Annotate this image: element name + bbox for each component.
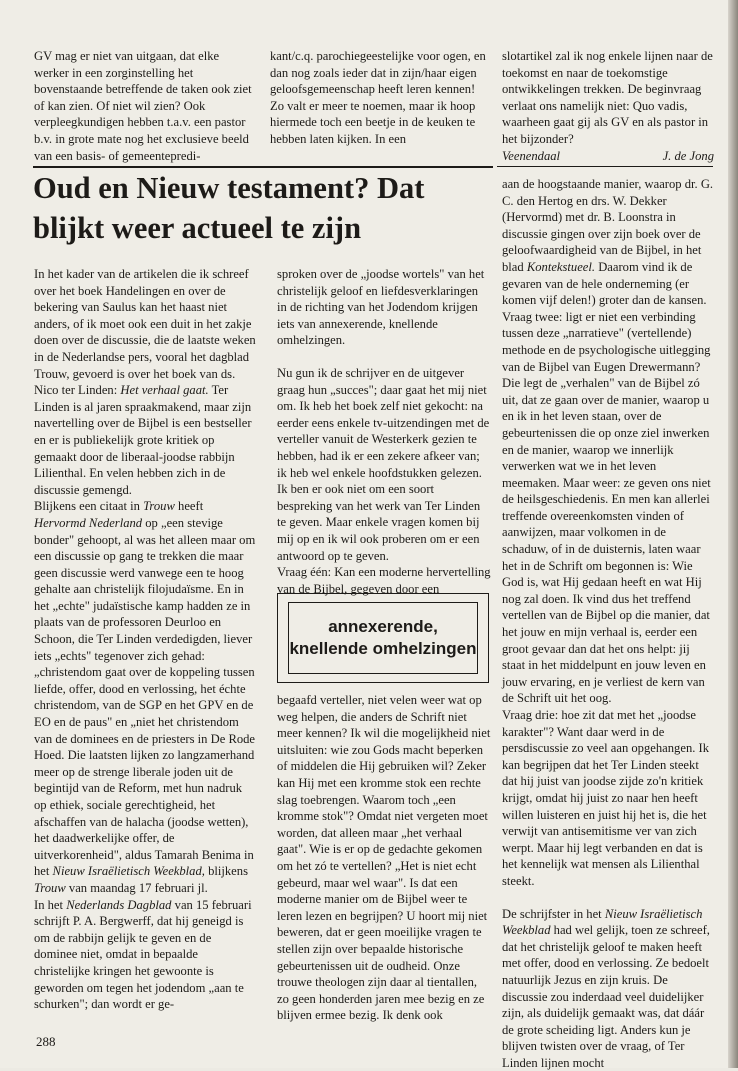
top-column-1 [34, 48, 256, 164]
col1-paragraph-2: Blijkens een citaat in Trouw heeft Hervormd Nederland op „een stevige bonder" gehoopt, al was het alleen maar om een discussie op gang te trekken die maar geen discussie werd vanwege een te hoog gehalte aan christelijk filojudaïsme. En in het „echte" judaïstische kamp hadden ze in plaats van de professoren Deurloo en Schoon, die Ter Linden verdedigden, liever iets „echts" tegenover zich gehad: „christendom gaat over de koppeling tussen liefde, offer, dood en verlossing, het échte christendom, van de SGP en het GPV en de EO en de paus" en „niet het christendom van de dominees en de priesters in De Rode Hoed. Die laatsten lijken zo langzamerhand meer op de strenge liberale joden uit de begintijd van de Reform, met hun nadruk op ethiek, sociale gerechtigheid, het afschaffen van de halacha (joodse wetten), het daadwerkelijke offer, de uitverkorenheid", aldus Tamarah Benima in het Nieuw Israëlietisch Weekblad, blijkens Trouw van maandag 17 februari jl. [34, 499, 256, 895]
signature-line [502, 148, 714, 165]
top-column-3-text: slotartikel zal ik nog enkele lijnen naar de toekomst en naar de toekomstige ontwikkelingen trekken. De beginvraag verlaat ons namelijk niet: Quo vadis, waarheen gaat gij als GV en als pastor in het bijzonder? [502, 49, 713, 146]
signature-place: Veenendaal [502, 148, 561, 163]
page-number: 288 [36, 1034, 56, 1049]
col1-paragraph-3: In het Nederlands Dagblad van 15 februari schrijft P. A. Bergwerff, dat hij geneigd is om de rabbijn gelijk te geven en de dominee niet, omdat in bepaalde christelijke kringen het gewoonte is geworden om tegen het jodendom „aan te schurken"; dan wordt er ge- [34, 897, 252, 1012]
col3-paragraph-2: Vraag twee: ligt er niet een verbinding tussen deze „narratieve" (vertellende) methode en de psychologische uitlegging van de Bijbel van Eugen Drewermann? Die legt de „verhalen" van de Bijbel zó uit, dat ze gaan over de manier, waarop u en ik in het leven staan, over de gebeurtenissen die op onze ziel inwerken en de manier, waarop we innerlijk verwerken wat we in het leven meemaken. Maar weer: ze geven ons niet de heilsgeschiedenis. En men kan allerlei treffende overeenkomsten vinden of aanwijzen, maar volkomen in de schaduw, of in de duisternis, laten waar het in de Schrift om begonnen is: Wie God is, wat Hij gedaan heeft en wat Hij nog zal doen. Ik vind dus het treffend vertellen van de Bijbel op die manier, dat het jouw en mijn verhaal is, eerder een groot gevaar dan dat het ons helpt: jij staat in het middelpunt en jouw leven en jouw ervaring, en je verliest de kern van de Schrift uit het oog. [502, 309, 711, 706]
top-column-1-text: GV mag er niet van uitgaan, dat elke werker in een zorginstelling het bovenstaande betreffende de taken ook ziet of kan zien. Of niet wil zien? Ook verpleegkundigen hebben t.a.v. een pastor b.v. in grote mate nog het exclusieve beeld van een basis- of gemeentepredi- [34, 49, 252, 163]
col3-paragraph-4: De schrijfster in het Nieuw Israëlietisch Weekblad had wel gelijk, toen ze schreef, dat het christelijk geloof te maken heeft met offer, dood en verlossing. Ze bedoelt natuurlijk Jezus en zijn kruis. De discussie zou inderdaad veel duidelijker zijn, als duidelijk gemaakt was, dat dáár de grote scheiding ligt. Anders kun je blijven twisten over de vraag, of Ter Linden lijnen mocht [502, 906, 710, 1070]
col1-paragraph-1: In het kader van de artikelen die ik schreef over het boek Handelingen en over de bekering van Saulus kan het haast niet anders, of ik moet ook een duit in het zakje doen over de discussie, die de laatste weken in de Nederlandse pers, vooral het dagblad Trouw, gevoerd is over het boek van ds. Nico ter Linden: Het verhaal gaat. Ter Linden is al jaren spraakmakend, maar zijn navertelling over de Bijbel is een bestseller en er is publiekelijk grote kritiek op gemaakt door de liberaal-joodse rabbijn Lilienthal. En velen hebben zich in de discussie gemengd. [34, 267, 256, 497]
top-column-2 [270, 48, 492, 148]
top-column-2-text: kant/c.q. parochiegeestelijke voor ogen, en dan nog zoals ieder dat in zijn/haar eigen geloofsgemeenschap heeft leren kennen! Zo valt er meer te noemen, maar ik hoop hiermede toch een beetje in de keuken te hebben laten kijken. In een [270, 49, 486, 146]
column-rule [497, 166, 713, 167]
article-column-2-continued [277, 692, 491, 1024]
col3-paragraph-1: aan de hoogstaande manier, waarop dr. G. C. den Hertog en drs. W. Dekker (Hervormd) met dr. B. Loonstra in discussie gingen over zijn boek over de geloofwaardigheid van de Bijbel, in het blad Kontekstueel. Daarom vind ik de gevaren van de hele onderneming (er komen vijf delen!) groter dan de kansen. [502, 177, 714, 308]
article-column-2 [277, 266, 491, 597]
signature-author: J. de Jong [662, 148, 714, 163]
pull-quote-text: annexerende, knellende omhelzingen [289, 617, 477, 658]
col2-paragraph-3: Vraag één: Kan een moderne hervertelling van de Bijbel, gegeven door een [277, 565, 491, 596]
col3-paragraph-3: Vraag drie: hoe zit dat met het „joodse karakter"? Want daar werd in de persdiscussie zo veel aan opgehangen. Ik kan begrijpen dat het Ter Linden steekt dat hij juist van joodse zijde zo'n kritiek krijgt, omdat hij juist zo naar hen heeft willen luisteren en juist hij het is, die het verwijt van antisemitisme ver van zich werpt. Maar hij legt verbanden en dat is het kennelijk wat mensen als Lilienthal steekt. [502, 708, 710, 888]
page-binding-shadow [728, 0, 738, 1068]
article-headline: Oud en Nieuw testament? Dat blijkt weer actueel te zijn [33, 171, 425, 245]
article-column-1 [34, 266, 256, 1013]
col2-paragraph-1: sproken over de „joodse wortels" van het christelijk geloof en liefdesverklaringen in de richting van het Jodendom krijgen iets van annexerende, knellende omhelzingen. [277, 267, 485, 348]
col2-paragraph-4: begaafd verteller, niet velen weer wat op weg helpen, die anders de Schrift niet meer kennen? Ik wil die mogelijkheid niet uitsluiten: wie zou Gods macht beperken of middelen die Hij gebruiken wil? Zeker kan Hij met een kromme stok een rechte slag toebrengen. Waarom toch „een kromme stok"? Omdat niet vergeten moet worden, dat alleen maar „het verhaal gaat". Wie is er op de gedachte gekomen om het zó te vertellen? „Het is niet echt gebeurd, maar wel waar". Is dat een moderne manier om de Bijbel weer te leren lezen en begrijpen? U hoort mij niet beweren, dat er geen moeilijke vragen te stellen zijn over bepaalde historische gebeurtenissen uit de oudheid. Onze trouwe theologen zijn daar al tientallen, zo geen honderden jaren mee bezig en ze blijven ermee bezig. Ik denk ook [277, 693, 491, 1023]
pull-quote-box [277, 593, 489, 683]
col2-paragraph-2: Nu gun ik de schrijver en de uitgever graag hun „succes"; daar gaat het mij niet om. Ik heb het boek zelf niet gekocht: na eerder eens enkele tv-uitzendingen met de verteller vanuit de Westerkerk gezien te hebben, had ik er een zekere afkeer van; ik heb wel enkele hoofdstukken gelezen. Ik ben er ook niet om een soort bespreking van het werk van Ter Linden te geven. Maar enkele vragen komen bij mij op en ik wil ook proberen om er een antwoord op te geven. [277, 365, 490, 563]
article-column-3 [502, 176, 714, 1071]
top-column-3 [502, 48, 714, 164]
